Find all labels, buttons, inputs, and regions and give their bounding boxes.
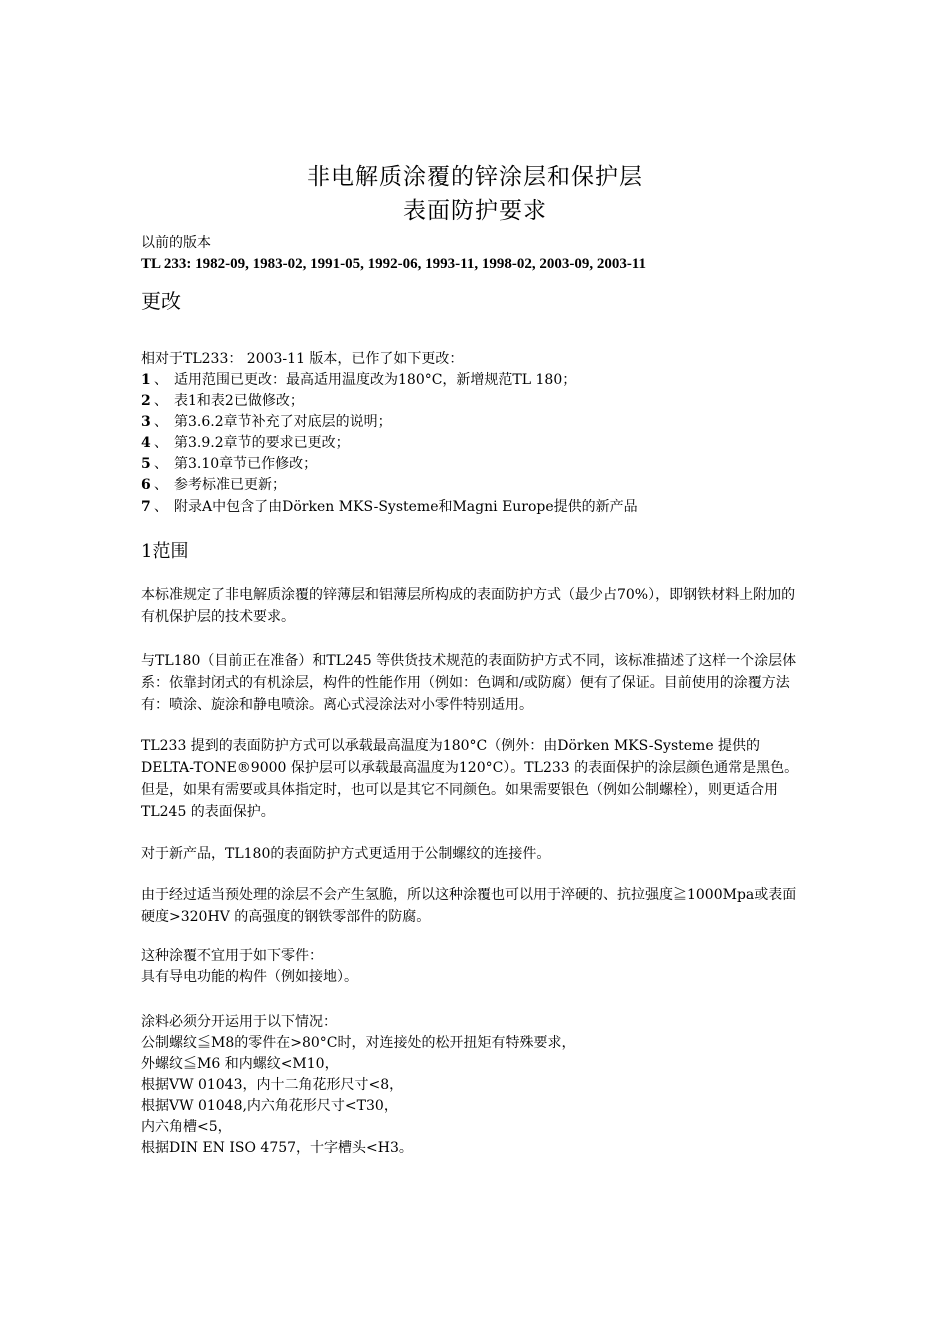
change-separator: 、 [154, 372, 168, 388]
separate-use-item: 根据VW 01048,内六角花形尺寸<T30， [141, 1098, 398, 1114]
change-text: 适用范围已更改：最高适用温度改为180°C，新增规范TL 180； [174, 372, 577, 388]
change-number: 5 [141, 456, 151, 472]
change-separator: 、 [154, 477, 168, 493]
change-separator: 、 [154, 499, 168, 515]
separate-use-item: 内六角槽<5， [141, 1119, 232, 1135]
change-separator: 、 [154, 435, 168, 451]
change-number: 2 [141, 393, 151, 409]
scope-paragraph-1: 本标准规定了非电解质涂覆的锌薄层和铝薄层所构成的表面防护方式（最少占70%），即钢铁材料上附加的有机保护层的技术要求。 [141, 587, 796, 625]
change-text: 第3.9.2章节的要求已更改； [174, 435, 350, 451]
change-number: 4 [141, 435, 151, 451]
separate-use-item: 根据VW 01043，内十二角花形尺寸<8， [141, 1077, 404, 1093]
separate-use-item: 根据DIN EN ISO 4757，十字槽头<H3。 [141, 1140, 413, 1156]
change-text: 附录A中包含了由Dörken MKS-Systeme和Magni Europe提供的新产品 [174, 499, 638, 515]
change-text: 第3.6.2章节补充了对底层的说明； [174, 414, 392, 430]
previous-versions-list: TL 233: 1982-09, 1983-02, 1991-05, 1992-06, 1993-11, 1998-02, 2003-09, 2003-11 [141, 256, 646, 272]
unsuitable-intro: 这种涂覆不宜用于如下零件： [141, 948, 323, 964]
change-separator: 、 [154, 393, 168, 409]
scope-paragraph-4: 对于新产品，TL180的表面防护方式更适用于公制螺纹的连接件。 [141, 846, 551, 862]
document-title-line2: 表面防护要求 [403, 198, 547, 224]
previous-versions-label: 以前的版本 [141, 235, 211, 251]
change-text: 参考标准已更新； [174, 477, 286, 493]
change-text: 表1和表2已做修改； [174, 393, 304, 409]
change-text: 第3.10章节已作修改； [174, 456, 318, 472]
scope-paragraph-5: 由于经过适当预处理的涂层不会产生氢脆，所以这种涂覆也可以用于淬硬的、抗拉强度≧1000Mpa或表面硬度>320HV 的高强度的钢铁零部件的防腐。 [141, 887, 797, 925]
changes-heading: 更改 [141, 289, 181, 313]
change-number: 6 [141, 477, 151, 493]
change-separator: 、 [154, 456, 168, 472]
document-title-line1: 非电解质涂覆的锌涂层和保护层 [307, 164, 643, 190]
scope-heading: 1范围 [141, 541, 189, 562]
unsuitable-item: 具有导电功能的构件（例如接地）。 [141, 969, 358, 985]
change-number: 3 [141, 414, 151, 430]
change-number: 1 [141, 372, 151, 388]
change-number: 7 [141, 499, 151, 515]
separate-use-item: 公制螺纹≦M8的零件在>80°C时，对连接处的松开扭矩有特殊要求， [141, 1035, 576, 1051]
change-separator: 、 [154, 414, 168, 430]
separate-use-intro: 涂料必须分开运用于以下情况： [141, 1014, 337, 1030]
scope-paragraph-3: TL233 提到的表面防护方式可以承载最高温度为180°C（例外：由Dörken MKS-Systeme 提供的DELTA-TONE®9000 保护层可以承载最高温度为120°C）。TL233 的表面保护的涂层颜色通常是黑色。但是，如果有需要或具体指定时，也可以是其它不同颜色。如果需要银色（例如公制螺栓），则更适合用TL245 的表面保护。 [141, 738, 799, 820]
changes-intro: 相对于TL233： 2003-11 版本，已作了如下更改： [141, 351, 464, 367]
scope-paragraph-2: 与TL180（目前正在准备）和TL245 等供货技术规范的表面防护方式不同，该标准描述了这样一个涂层体系：依靠封闭式的有机涂层，构件的性能作用（例如：色调和/或防腐）便有了保证。目前使用的涂覆方法有：喷涂、旋涂和静电喷涂。离心式浸涂法对小零件特别适用。 [141, 653, 797, 713]
separate-use-item: 外螺纹≦M6 和内螺纹<M10， [141, 1056, 339, 1072]
